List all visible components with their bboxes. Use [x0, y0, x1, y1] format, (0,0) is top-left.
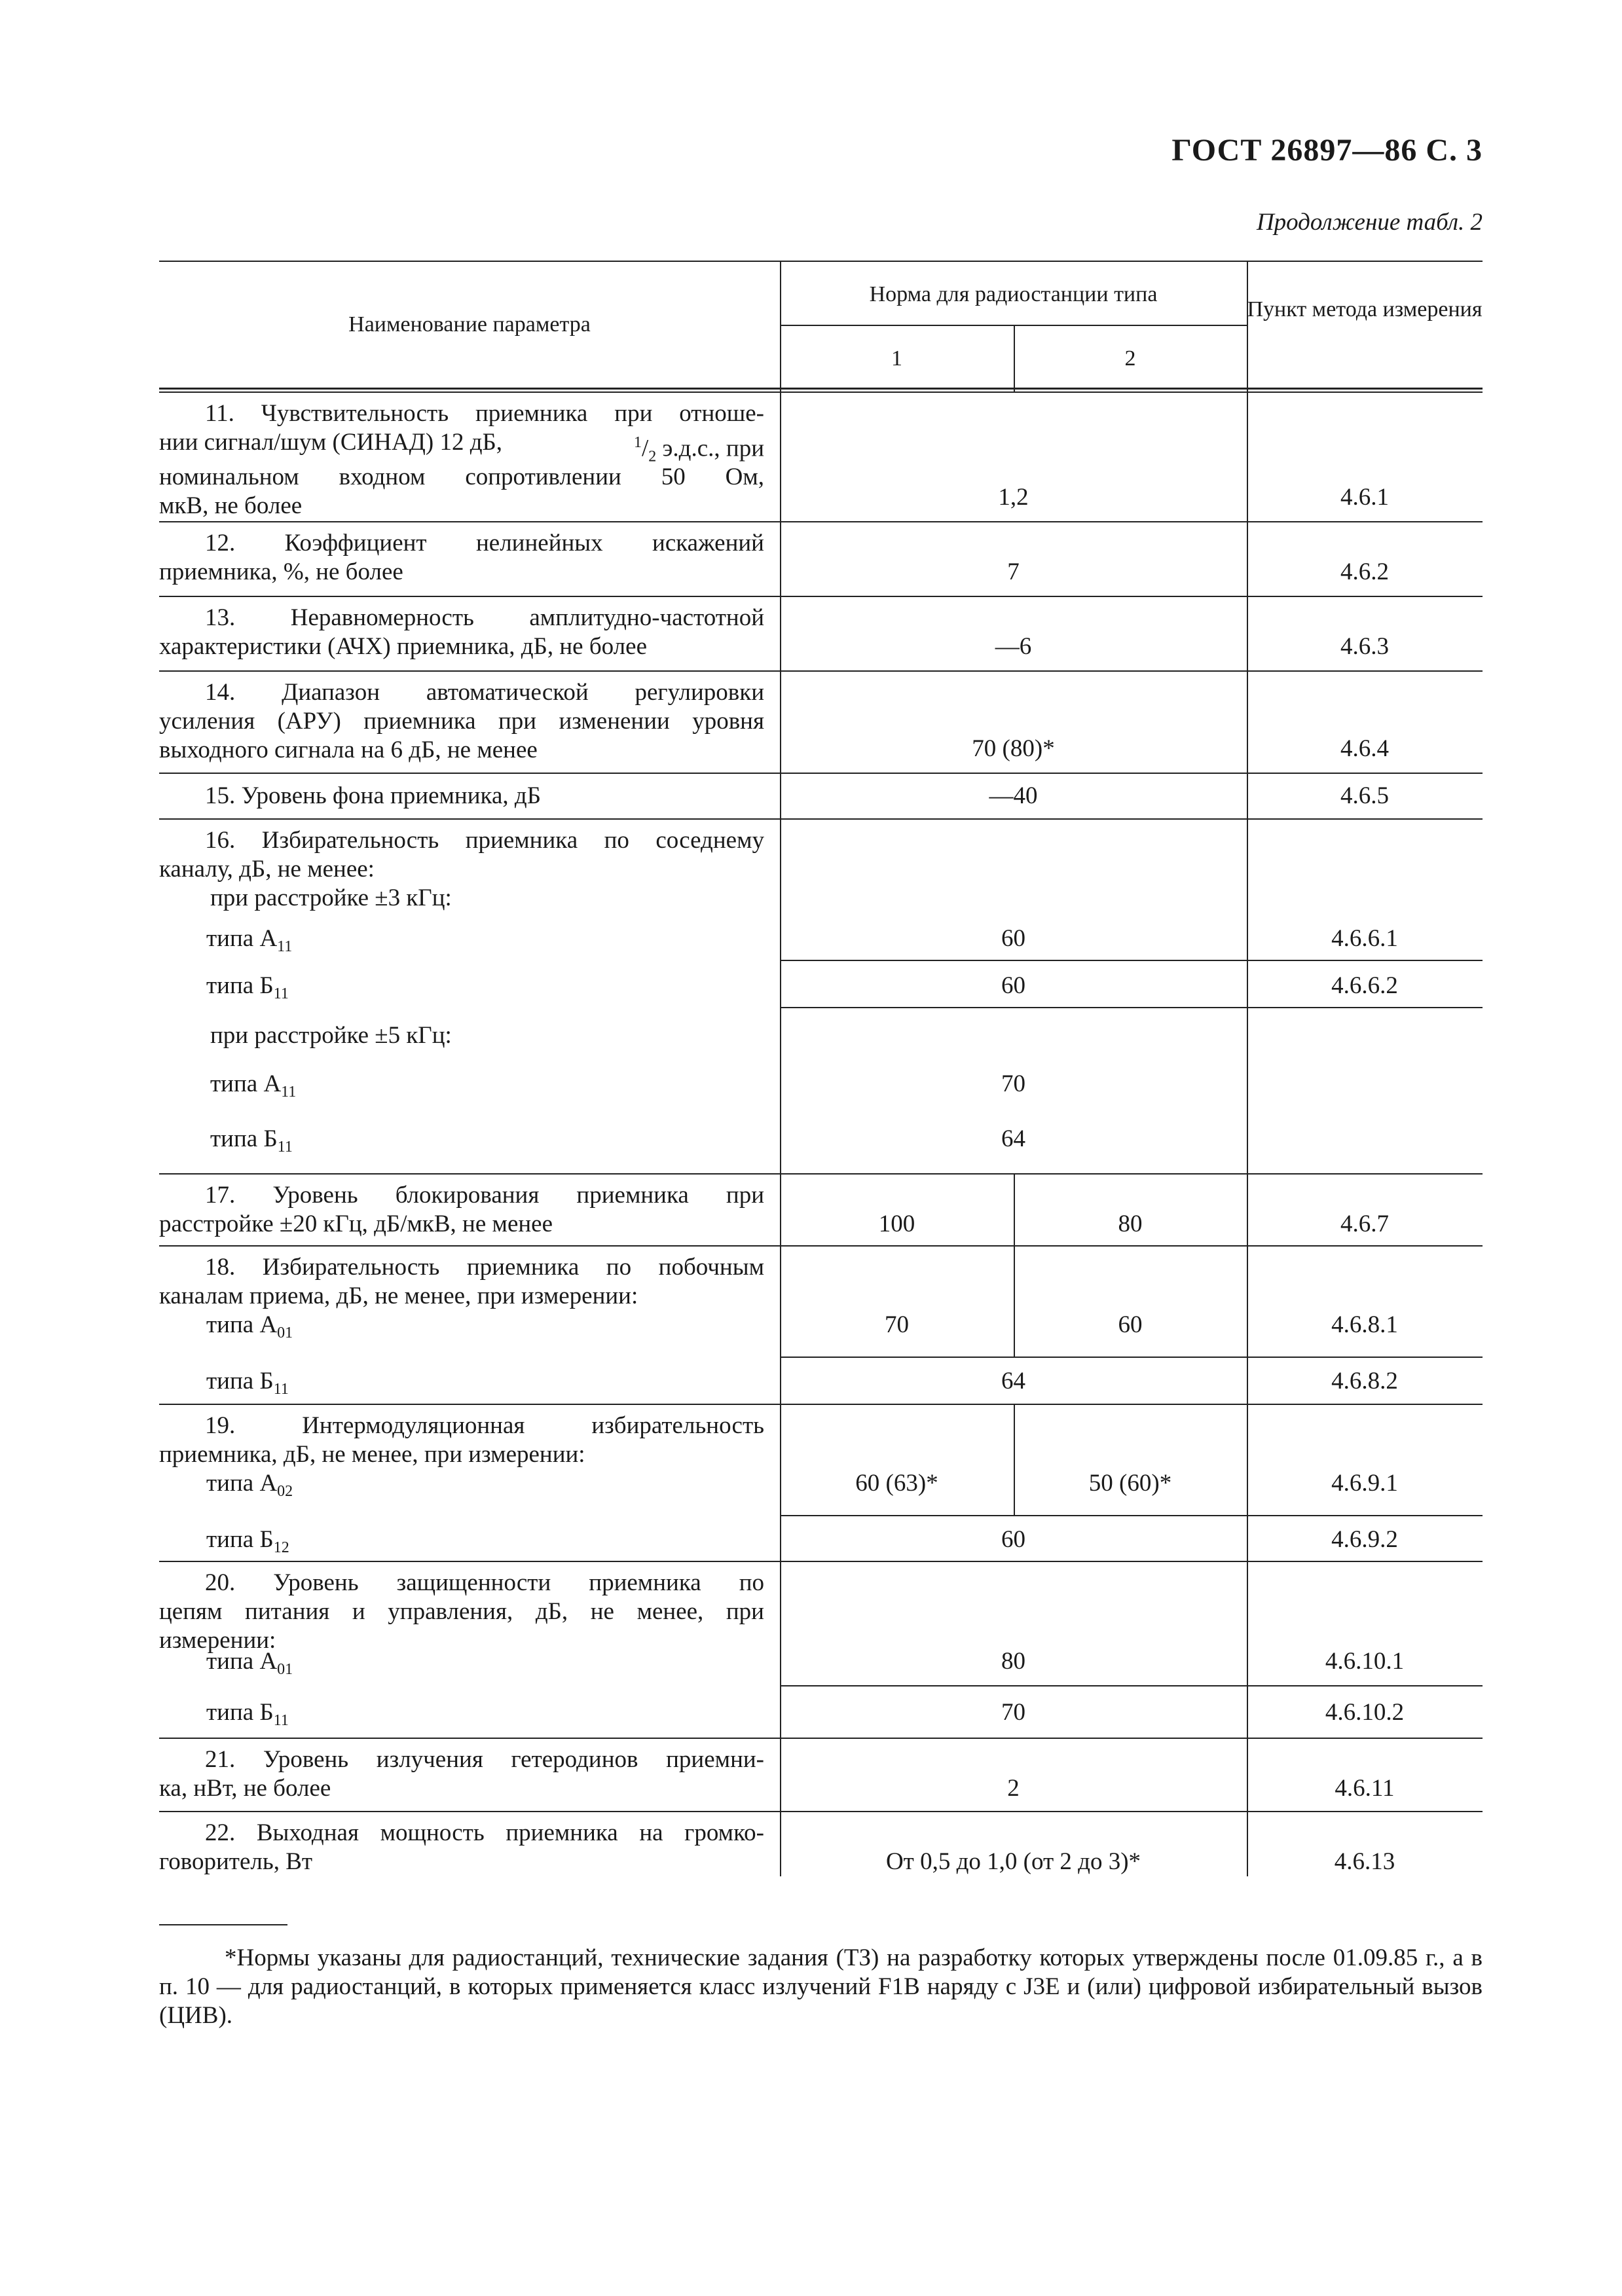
row-20-a01-method: 4.6.10.1	[1325, 1648, 1405, 1675]
row-16-a11-method: 4.6.6.1	[1331, 925, 1398, 952]
row-16-b11-5khz-norm: 64	[1001, 1125, 1025, 1152]
row-16-b11-5khz-label: типа $Б_{11}$	[210, 1125, 293, 1156]
row-15-param: 15. Уровень фона приемника, дБ	[205, 782, 541, 809]
row-rule	[780, 1685, 1483, 1686]
row-20-b11-method: 4.6.10.2	[1325, 1699, 1405, 1726]
row-12-norm: 7	[1007, 558, 1020, 585]
row-18-a01-method: 4.6.8.1	[1331, 1311, 1398, 1338]
row-17-norm-1: 100	[878, 1211, 915, 1237]
header-bottom-rule-2	[159, 392, 1483, 393]
table-top-rule	[159, 261, 1483, 262]
row-20-a01-norm: 80	[1001, 1648, 1025, 1675]
row-14-method: 4.6.4	[1340, 735, 1389, 762]
row-21-param: 21. Уровень излучения гетеродинов приемни- ка, нВт, не более	[159, 1746, 764, 1802]
row-16-a11-norm: 60	[1001, 925, 1025, 952]
row-rule	[159, 521, 1483, 522]
footnote-rule	[159, 1924, 287, 1925]
row-18-a01-label: типа $А_{01}$	[206, 1311, 293, 1341]
row-rule	[159, 596, 1483, 597]
row-16-b11-label: типа $Б_{11}$	[206, 972, 289, 1002]
row-22-param: 22. Выходная мощность приемника на громко- говоритель, Вт	[159, 1819, 764, 1875]
row-20-a01-label: типа $А_{01}$	[206, 1648, 293, 1678]
row-rule	[780, 1007, 1483, 1008]
row-rule	[159, 1561, 1483, 1562]
row-16-a11-5khz-norm: 70	[1001, 1070, 1025, 1097]
row-rule	[780, 1357, 1483, 1358]
row-16-b11-method: 4.6.6.2	[1331, 972, 1398, 999]
row18-type-divider	[1014, 1245, 1015, 1357]
row-19-param: 19. Интермодуляционная избирательность приемника, дБ, не менее, при измерении:	[159, 1412, 764, 1468]
footnote: *Нормы указаны для радиостанций, технические задания (ТЗ) на разработку которых утверждены после 01.09.85 г., а в п. 10 — для радиостанций, в которых применяется класс излучений F1B наряду с J3E и (или) цифровой избирательный вызов (ЦИВ).	[159, 1944, 1483, 2029]
document-header: ГОСТ 26897—86 С. 3	[1171, 133, 1483, 168]
header-type-2: 2	[1124, 346, 1136, 371]
row-rule	[159, 1811, 1483, 1812]
row-19-b12-method: 4.6.9.2	[1331, 1526, 1398, 1553]
row-16-a11-label: типа $А_{11}$	[206, 925, 293, 955]
row-17-norm-2: 80	[1118, 1211, 1143, 1237]
header-bottom-rule	[159, 388, 1483, 390]
row-20-b11-norm: 70	[1001, 1699, 1025, 1726]
row-18-a01-norm-2: 60	[1118, 1311, 1143, 1338]
row-rule	[159, 1404, 1483, 1405]
parameters-table	[159, 261, 1483, 1876]
row-rule	[780, 960, 1483, 961]
row-13-param: 13. Неравномерность амплитудно-частотной характеристики (АЧХ) приемника, дБ, не более	[159, 604, 764, 660]
row-18-param: 18. Избирательность приемника по побочным каналам приема, дБ, не менее, при измерении:	[159, 1254, 764, 1309]
row-18-a01-norm-1: 70	[885, 1311, 909, 1338]
row-13-method: 4.6.3	[1340, 633, 1389, 660]
row-20-b11-label: типа $Б_{11}$	[206, 1699, 289, 1729]
row-11-method: 4.6.1	[1340, 484, 1389, 511]
row-21-norm: 2	[1007, 1775, 1020, 1802]
row-16-subheading-5khz: при расстройке ±5 кГц:	[210, 1022, 452, 1049]
row-18-b11-method: 4.6.8.2	[1331, 1368, 1398, 1394]
row-19-a02-label: типа $А_{02}$	[206, 1470, 293, 1500]
header-norm: Норма для радиостанции типа	[869, 282, 1158, 306]
row-rule	[159, 1245, 1483, 1247]
row-20-param: 20. Уровень защищенности приемника по цепям питания и управления, дБ, не менее, при измерении:	[159, 1569, 764, 1654]
row-rule	[159, 818, 1483, 820]
row-12-param: 12. Коэффициент нелинейных искажений приемника, %, не более	[159, 530, 764, 585]
row-rule	[780, 1515, 1483, 1516]
table-continuation-label: Продолжение табл. 2	[1256, 209, 1483, 236]
row-16-param: 16. Избирательность приемника по соседнему каналу, дБ, не менее: при расстройке ±3 кГц:	[159, 827, 764, 911]
row-14-param: 14. Диапазон автоматической регулировки усиления (АРУ) приемника при изменении уровня выходного сигнала на 6 дБ, не менее	[159, 679, 764, 763]
row-19-a02-norm-1: 60 (63)*	[855, 1470, 938, 1497]
header-method: Пункт метода измерения	[1247, 297, 1483, 321]
row-15-norm: —40	[989, 782, 1038, 809]
row-16-a11-5khz-label: типа $А_{11}$	[210, 1070, 297, 1101]
row-18-b11-label: типа $Б_{11}$	[206, 1368, 289, 1398]
row-rule	[159, 670, 1483, 672]
row-11-param: 11. Чувствительность приемника при отноше- нии сигнал/шум (СИНАД) 12 дБ, $^1/_2$ э.д.с., при номинальном входном сопротивлении 50 Ом, мкВ, не более	[159, 400, 764, 520]
row-19-b12-label: типа $Б_{12}$	[206, 1526, 289, 1556]
row19-type-divider	[1014, 1404, 1015, 1515]
row-13-norm: —6	[995, 633, 1032, 660]
row-21-method: 4.6.11	[1335, 1775, 1395, 1802]
row-14-norm: 70 (80)*	[972, 735, 1055, 762]
header-type-1: 1	[891, 346, 902, 371]
row-22-method: 4.6.13	[1334, 1848, 1395, 1875]
row-rule	[159, 1173, 1483, 1175]
header-param: Наименование параметра	[348, 312, 591, 337]
row-rule	[159, 773, 1483, 774]
row-22-norm: От 0,5 до 1,0 (от 2 до 3)*	[885, 1848, 1141, 1875]
row-12-method: 4.6.2	[1340, 558, 1389, 585]
row-17-method: 4.6.7	[1340, 1211, 1389, 1237]
row-11-norm: 1,2	[998, 484, 1029, 511]
row-19-b12-norm: 60	[1001, 1526, 1025, 1553]
row-19-a02-norm-2: 50 (60)*	[1088, 1470, 1172, 1497]
row-17-param: 17. Уровень блокирования приемника при расстройке ±20 кГц, дБ/мкВ, не менее	[159, 1182, 764, 1237]
row-rule	[159, 1738, 1483, 1739]
row-18-b11-norm: 64	[1001, 1368, 1025, 1394]
row-16-b11-norm: 60	[1001, 972, 1025, 999]
row-19-a02-method: 4.6.9.1	[1331, 1470, 1398, 1497]
row-15-method: 4.6.5	[1340, 782, 1389, 809]
